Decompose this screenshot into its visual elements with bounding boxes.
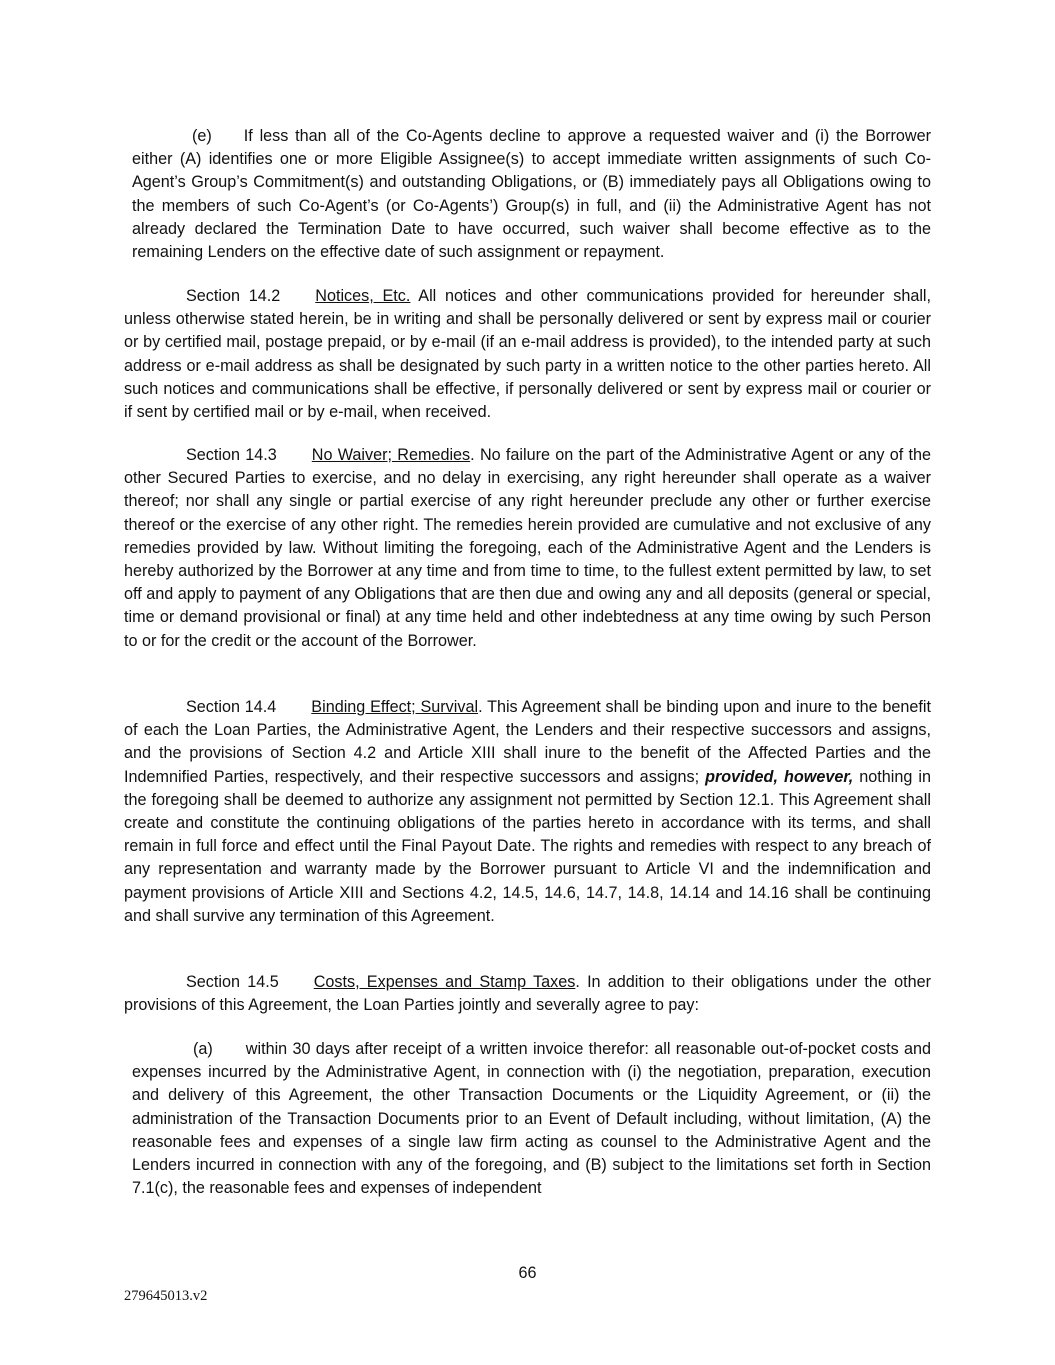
section-number: Section 14.2: [186, 287, 281, 305]
clause-label: (e): [192, 127, 212, 145]
clause-text-rest: costs and expenses incurred by the Administrative Agent, in connection with (i) the negotiation, preparation, execution and delivery of this Agreement, the other Transaction Documents or the Liquidity Agreement, or (ii) the administration of the Transaction Documents prior to an Event of Default including, without limitation, (A) the reasonable fees and expenses of a single law firm acting as counsel to the Administrative Agent and the Lenders incurred in connection with any of the foregoing, and (B) subject to the limitations set forth in Section 7.1(c), the reasonable fees and expenses of independent: [132, 1040, 932, 1198]
section-14-3: Section 14.3 No Waiver; Remedies. No failure on the part of the Administrative Agent or any of the other Secured Parties to exercise, and no delay in exercising, any right hereunder shall operate as a waiver thereof; nor shall any single or partial exercise of any right hereunder preclude any other or further exercise thereof or the exercise of any other right. The remedies herein provided are cumulative and not exclusive of any remedies provided by law. Without limiting the foregoing, each of the Administrative Agent and the Lenders is hereby authorized by the Borrower at any time and from time to time, to the fullest extent permitted by law, to set off and apply to payment of any Obligations that are then due and owing any and all deposits (general or special, time or demand provisional or final) at any time held and other indebtedness at any time owing by such Person to or for the credit or the account of the Borrower.: [124, 446, 932, 650]
section-number: Section 14.5: [186, 973, 279, 991]
section-heading: Binding Effect; Survival: [311, 698, 479, 716]
section-body: All notices and other communications provided for hereunder shall, unless otherwise stated herein, be in writing and shall be personally delivered or sent by express mail or courier or by certified mail, postage prepaid, or by e-mail (if an e-mail address is provided), to the intended party at such address or e-mail address as shall be designated by such party in a written notice to the other parties hereto. All such notices and communications shall be effective, if personally delivered or sent by express mail or courier or if sent by certified mail or by e-mail, when received.: [124, 287, 932, 422]
section-heading: Costs, Expenses and Stamp Taxes: [313, 973, 576, 991]
section-body-a: This Agreement shall be binding upon and inure to the benefit of each the Loan Parties, the Administrative Agent, the Lenders and their respective successors and assigns, and the provisions of Section 4.2 and Article XIII shall inure to the benefit of the Affected Parties and the Indemnified Parties, respectively, and their respective successors and assigns;: [124, 698, 931, 786]
section-body: In addition to their obligations under the other provisions of this Agreement, the Loan Parties jointly and severally agree to pay:: [124, 973, 931, 1015]
page-number: 66: [518, 1264, 537, 1282]
section-heading: Notices, Etc.: [315, 287, 411, 305]
section-14-2: [124, 285, 931, 424]
paragraph-a: [132, 1038, 931, 1200]
section-14-4: Section 14.4 Binding Effect; Survival. This Agreement shall be binding upon and inure to the benefit of each the Loan Parties, the Administrative Agent, the Lenders and their respective successors and assigns, and the provisions of Section 4.2 and Article XIII shall inure to the benefit of the Affected Parties and the Indemnified Parties, respectively, and their respective successors and assigns; provided, however, nothing in the foregoing shall be deemed to authorize any assignment not permitted by Section 12.1. This Agreement shall create and constitute the continuing obligations of the parties hereto in accordance with its terms, and shall remain in full force and effect until the Final Payout Date. The rights and remedies with respect to any breach of any representation and warranty made by the Borrower pursuant to Article VI and the indemnification and payment provisions of Article XIII and Sections 4.2, 14.5, 14.6, 14.7, 14.8, 14.14 and 14.16 shall be continuing and shall survive any termination of this Agreement.: [124, 698, 931, 925]
section-body-b: nothing in the foregoing shall be deemed to authorize any assignment not permitted by Section 12.1. This Agreement shall create and constitute the continuing obligations of the parties hereto in accordance with its terms, and shall remain in full force and effect until the Final Payout Date. The rights and remedies with respect to any breach of any representation and warranty made by the Borrower pursuant to Article VI and the indemnification and payment provisions of Article XIII and Sections 4.2, 14.5, 14.6, 14.7, 14.8, 14.14 and 14.16 shall be continuing and shall survive any termination of this Agreement.: [124, 767, 931, 925]
section-14-5: Section 14.5 Costs, Expenses and Stamp Taxes. In addition to their obligations under the other provisions of this Agreement, the Loan Parties jointly and severally agree to pay:: [124, 973, 931, 1015]
proviso-text: provided, however,: [705, 767, 854, 786]
clause-text-first: If less than all of the Co-Agents decline to approve a requested waiver and (i) the: [243, 127, 859, 145]
clause-text-rest: Borrower either (A) identifies one or more Eligible Assignee(s) to accept immediate written assignments of such Co-Agent’s Group’s Commitment(s) and outstanding Obligations, or (B) immediately pays all Obligations owing to the members of such Co-Agent’s (or Co-Agents’) Group(s) in full, and (ii) the Administrative Agent has not already declared the Termination Date to have occurred, such waiver shall become effective as to the remaining Lenders on the effective date of such assignment or repayment.: [132, 127, 932, 262]
section-heading: No Waiver; Remedies: [311, 446, 471, 464]
clause-text-first: within 30 days after receipt of a written invoice therefor: all reasonable out-of-pocket: [245, 1040, 856, 1058]
section-number: Section 14.3: [186, 446, 277, 464]
clause-label: (a): [193, 1040, 213, 1058]
document-id: 279645013.v2: [124, 1288, 208, 1304]
paragraph-e: [132, 125, 931, 264]
section-body: No failure on the part of the Administrative Agent or any of the other Secured Parties to exercise, and no delay in exercising, any right hereunder shall operate as a waiver thereof; nor shall any single or partial exercise of any right hereunder preclude any other or further exercise thereof or the exercise of any other right. The remedies herein provided are cumulative and not exclusive of any remedies provided by law. Without limiting the foregoing, each of the Administrative Agent and the Lenders is hereby authorized by the Borrower at any time and from time to time, to the fullest extent permitted by law, to set off and apply to payment of any Obligations that are then due and owing any and all deposits (general or special, time or demand provisional or final) at any time held and other indebtedness at any time owing by such Person to or for the credit or the account of the Borrower.: [124, 446, 932, 650]
section-number: Section 14.4: [186, 698, 277, 716]
